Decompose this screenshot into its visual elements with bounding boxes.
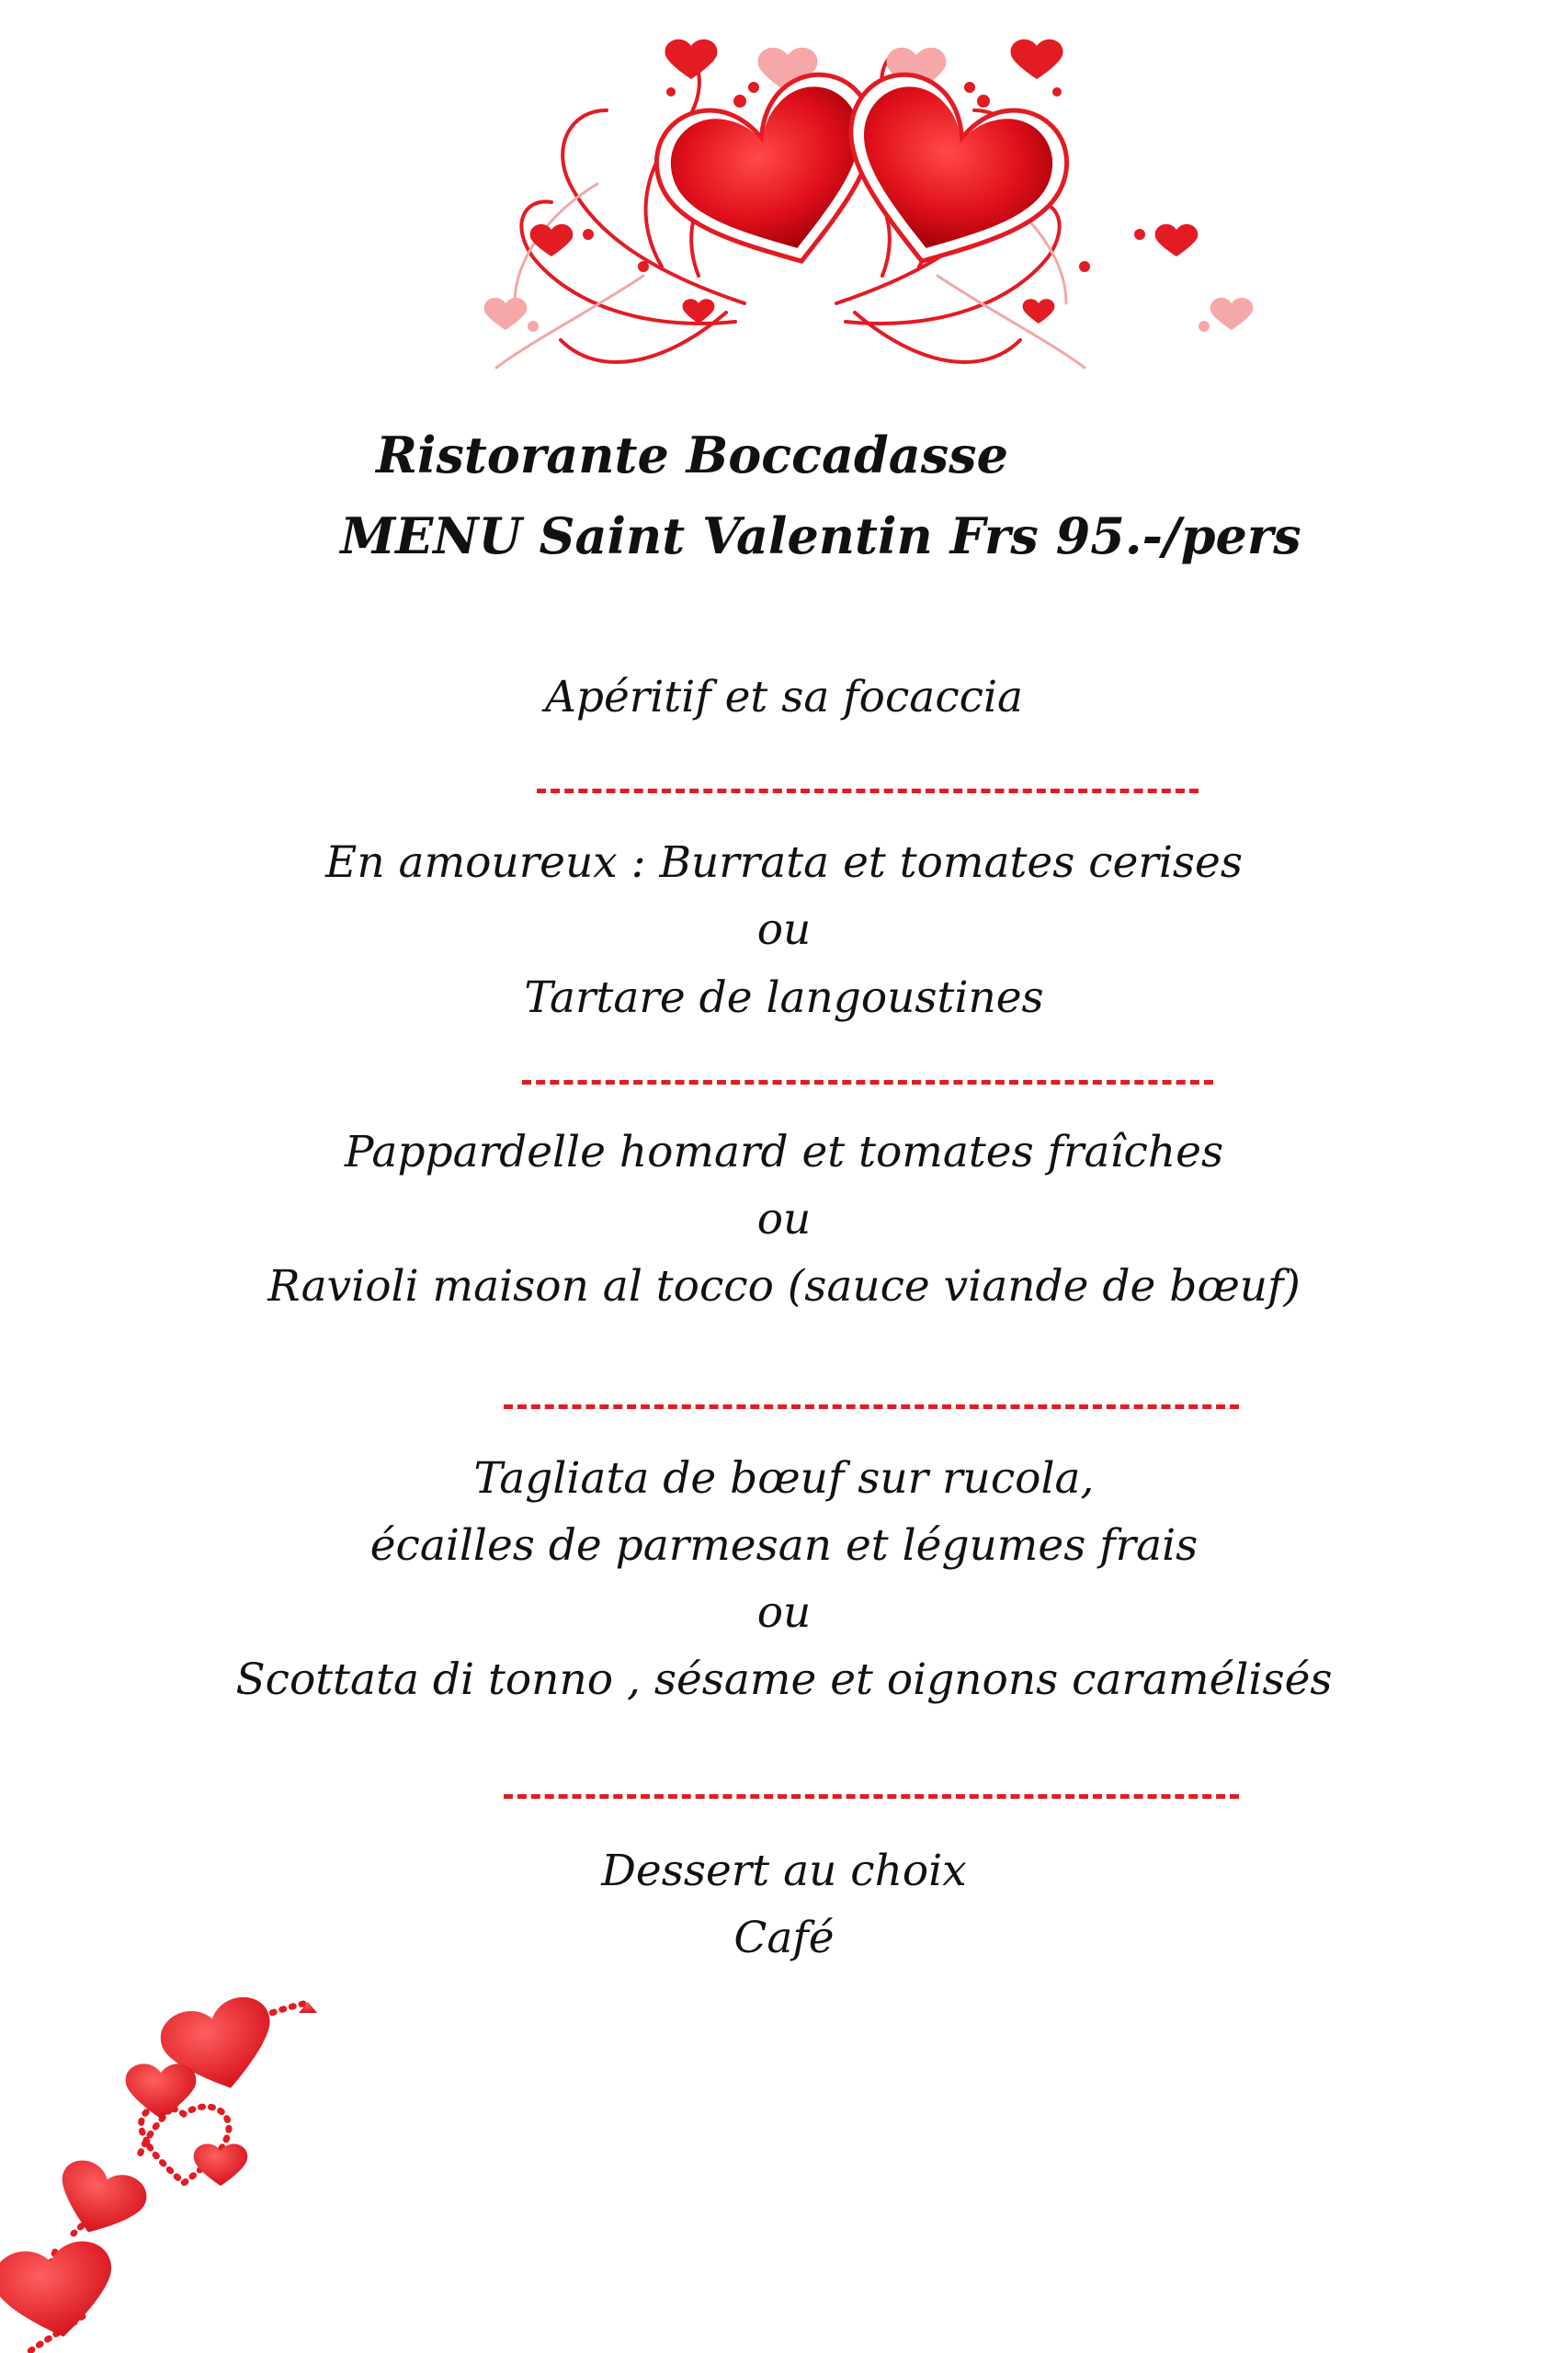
course-4-line-2: écailles de parmesan et légumes frais xyxy=(369,1520,1199,1571)
course-5-line-2: Café xyxy=(733,1913,835,1963)
course-separator xyxy=(504,1404,1239,1409)
course-1-line-1: Apéritif et sa focaccia xyxy=(544,672,1024,722)
course-2-or: ou xyxy=(756,904,812,955)
course-separator xyxy=(504,1794,1239,1799)
course-2-line-2: Tartare de langoustines xyxy=(524,972,1044,1023)
course-3-line-2: Ravioli maison al tocco (sauce viande de bœuf) xyxy=(267,1261,1301,1312)
menu-title: MENU Saint Valentin Frs 95.-/pers xyxy=(340,506,1301,565)
course-4-or: ou xyxy=(756,1587,812,1638)
course-2-line-1: En amoureux : Burrata et tomates cerises xyxy=(325,837,1243,888)
course-3-line-1: Pappardelle homard et tomates fraîches xyxy=(344,1127,1224,1177)
course-separator xyxy=(522,1080,1213,1085)
course-5-line-1: Dessert au choix xyxy=(601,1846,967,1896)
course-4-line-1: Tagliata de bœuf sur rucola, xyxy=(473,1453,1095,1504)
course-separator xyxy=(537,789,1199,793)
course-3-or: ou xyxy=(756,1194,812,1245)
restaurant-name: Ristorante Boccadasse xyxy=(376,426,1008,484)
course-4-line-3: Scottata di tonno , sésame et oignons caramélisés xyxy=(235,1654,1333,1705)
